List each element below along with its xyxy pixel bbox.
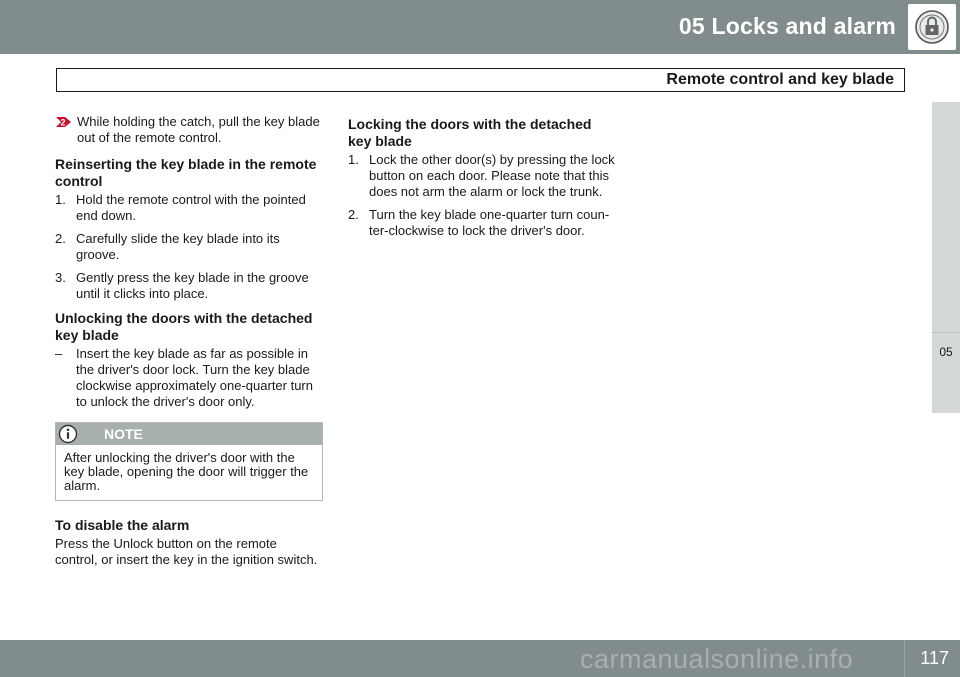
dash-bullet: –: [55, 346, 63, 361]
list-item: [55, 192, 323, 224]
lock-steps-list: [348, 152, 616, 239]
step-number: 2.: [348, 207, 359, 222]
step-text: Lock the other door(s) by pressing the lock button on each door. Please note that this does not arm the alarm or lock the trunk.: [369, 152, 615, 199]
reinsert-steps-list: [55, 192, 323, 302]
step-number: 2.: [55, 231, 66, 246]
step-2-paragraph: [55, 114, 323, 146]
right-column: [348, 116, 616, 247]
bullet-text: Insert the key blade as far as possible in the driver's door lock. Turn the key blade clockwise approximately one-quarter turn to unlock the driver's door only.: [76, 346, 313, 409]
list-item: [348, 207, 616, 239]
lock-heading: Locking the doors with the detached key blade: [348, 116, 592, 149]
page-number: 117: [920, 648, 949, 668]
step-number: 3.: [55, 270, 66, 285]
step-2-text: While holding the catch, pull the key blade out of the remote control.: [77, 114, 320, 145]
list-item: [348, 152, 616, 200]
info-icon: [58, 424, 78, 444]
unlock-bullet-list: [55, 346, 323, 410]
step-2-arrow-icon: [55, 115, 73, 129]
list-item: [55, 231, 323, 263]
reinsert-heading: Reinserting the key blade in the remote control: [55, 156, 317, 189]
step-text: Gently press the key blade in the groove until it clicks into place.: [76, 270, 309, 301]
note-header: [56, 423, 322, 445]
step-number: 1.: [348, 152, 359, 167]
disable-alarm-heading: To disable the alarm: [55, 517, 190, 533]
note-text: After unlocking the driver's door with the key blade, opening the door will trigger the alarm.: [64, 450, 309, 493]
step-text: Carefully slide the key blade into its groove.: [76, 231, 280, 262]
left-column: [55, 114, 323, 568]
unlock-heading: Unlocking the doors with the detached key blade: [55, 310, 313, 343]
chapter-side-tab-label: 05: [939, 345, 953, 359]
step-number: 1.: [55, 192, 66, 207]
section-title-bar: [56, 68, 905, 92]
list-item: [55, 346, 323, 410]
note-label: NOTE: [104, 426, 143, 442]
step-text: Hold the remote control with the pointed end down.: [76, 192, 306, 223]
list-item: [55, 270, 323, 302]
note-box: [55, 422, 323, 501]
svg-text:2: 2: [60, 117, 66, 128]
page-number-box: [904, 640, 960, 677]
lock-chapter-icon: [908, 4, 956, 50]
watermark: carmanualsonline.info: [580, 644, 854, 674]
chapter-title: 05 Locks and alarm: [678, 13, 896, 39]
section-title: Remote control and key blade: [666, 71, 894, 88]
step-text: Turn the key blade one-quarter turn coun-ter-clockwise to lock the driver's door.: [369, 207, 610, 238]
disable-alarm-text: Press the Unlock button on the remote control, or insert the key in the ignition switch.: [55, 536, 318, 567]
